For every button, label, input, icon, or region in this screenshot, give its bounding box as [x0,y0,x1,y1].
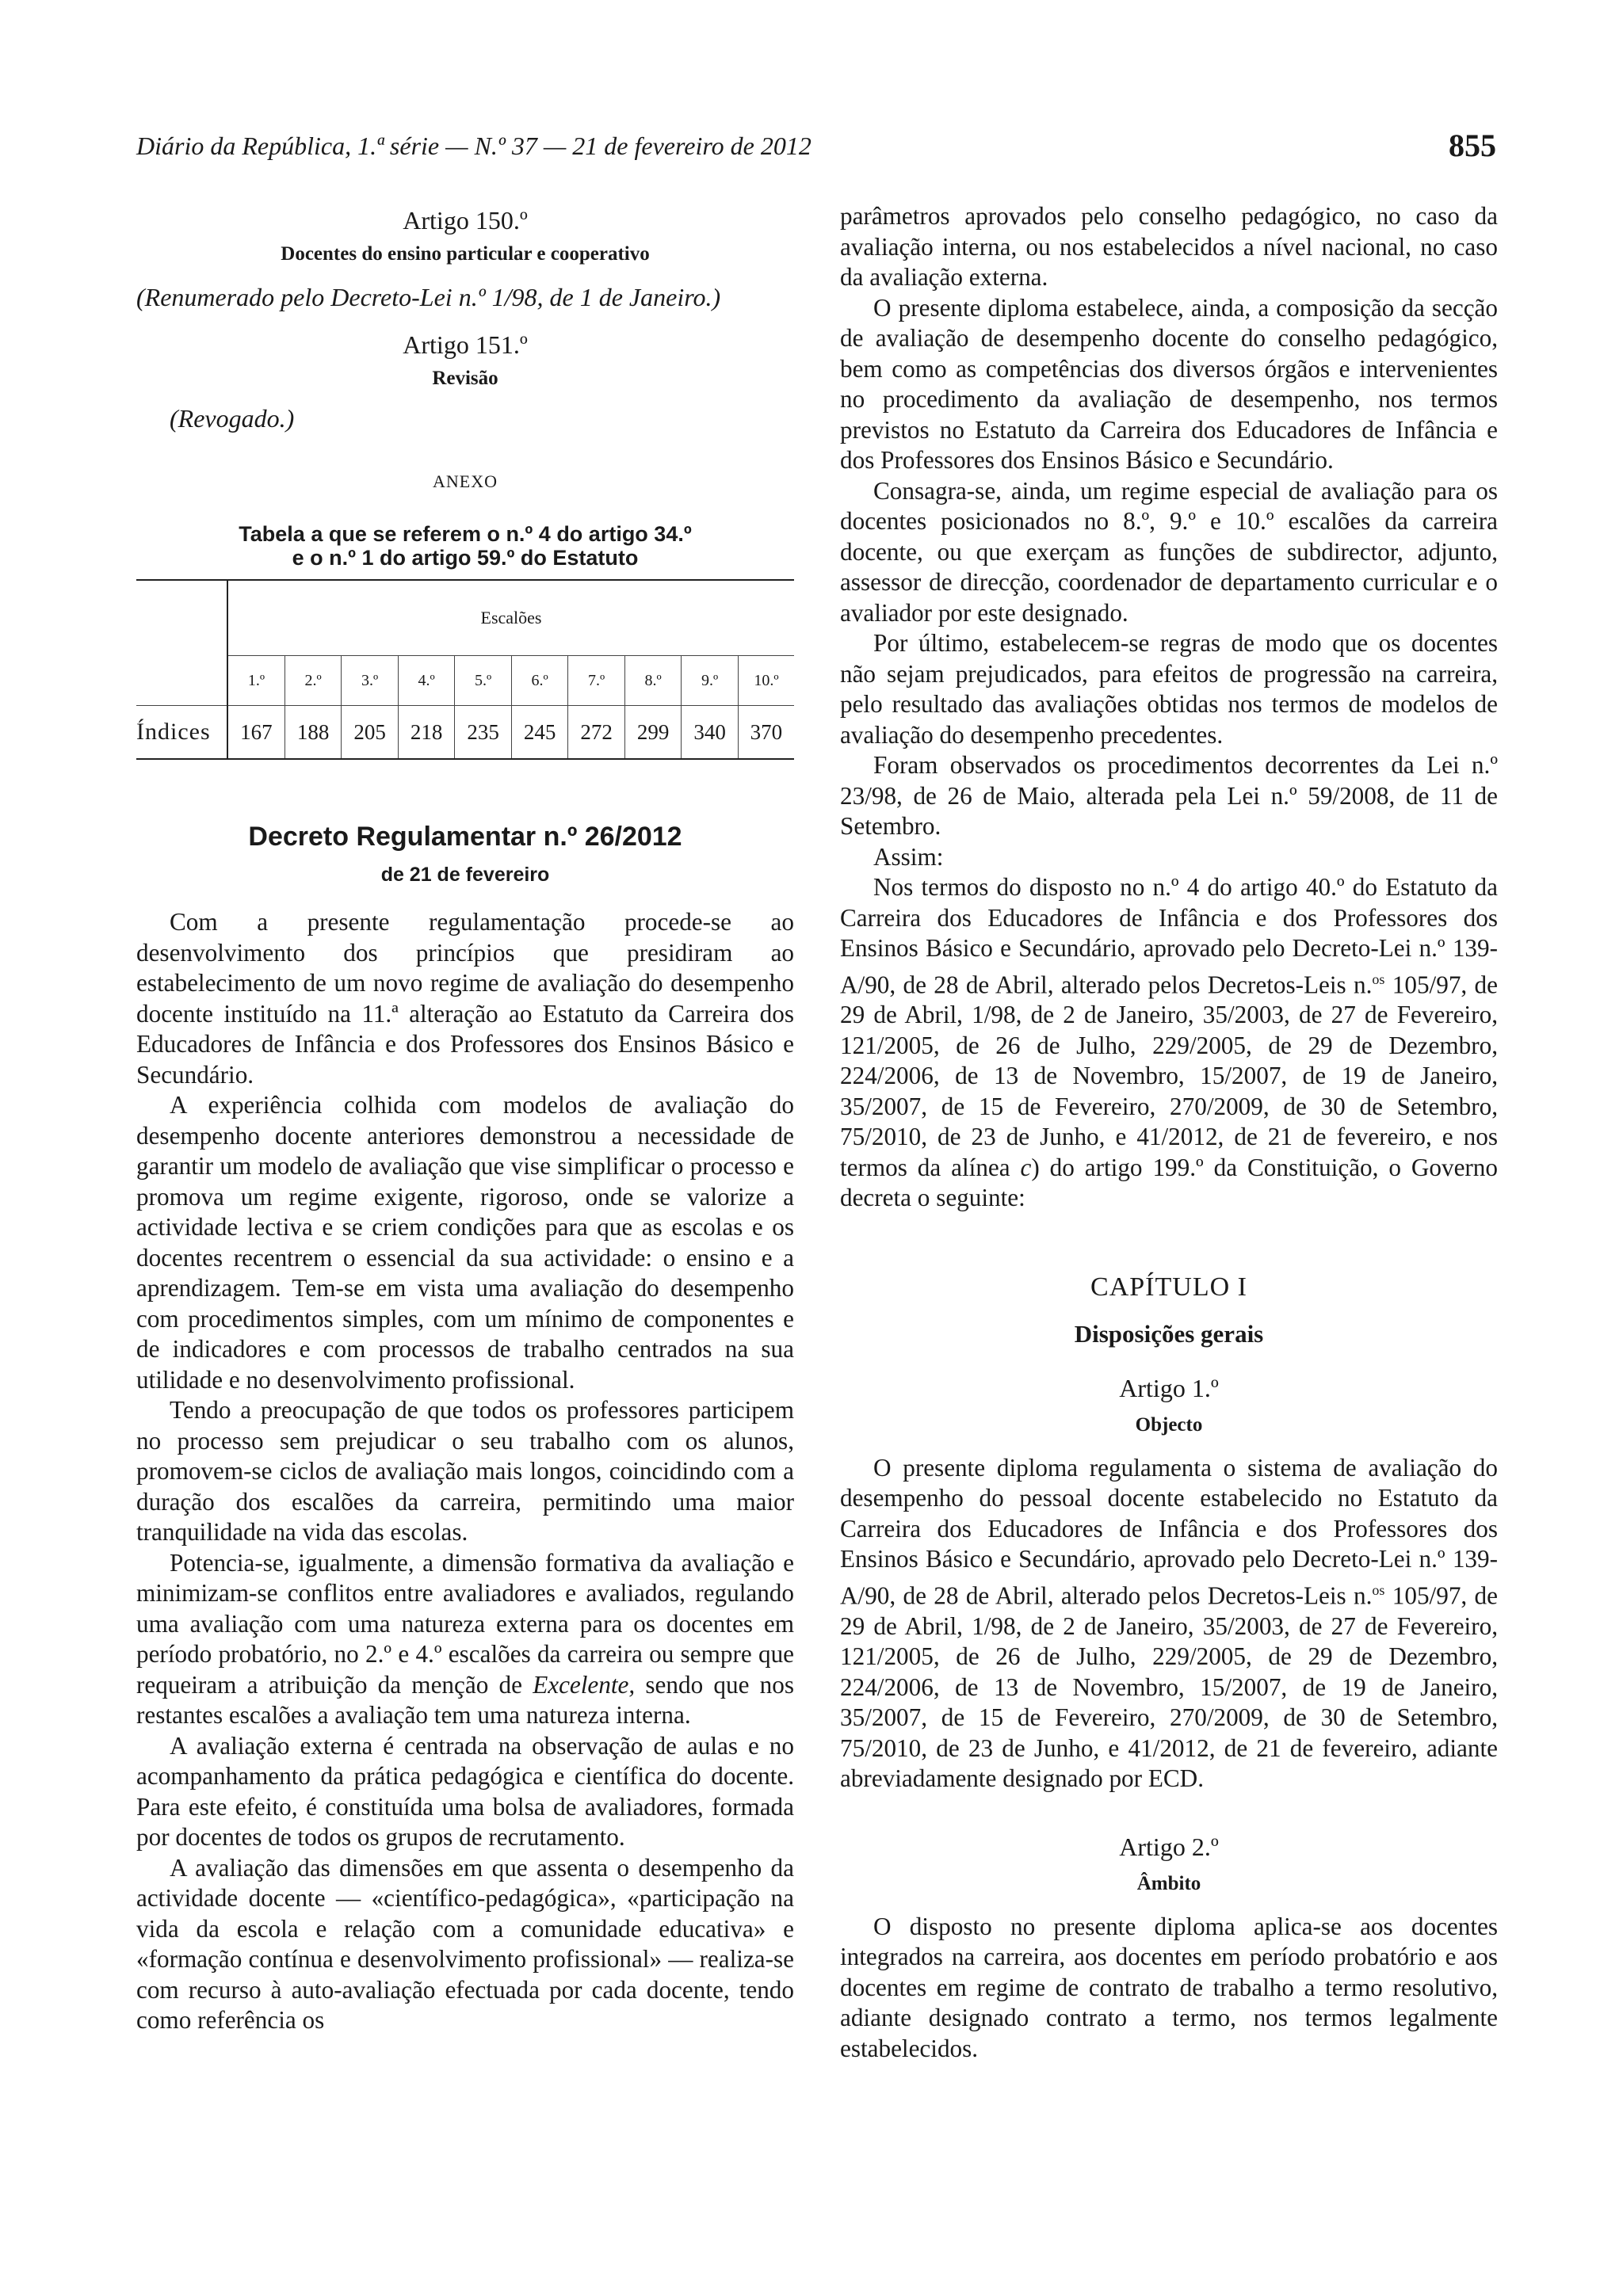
paragraph: Foram observados os procedimentos decorrentes da Lei n.º 23/98, de 26 de Maio, alterada pela Lei n.º 59/2008, de 11 de Setembro. [840,751,1498,840]
text-span: ) do artigo 199.º da Constituição, o Governo decreta o seguinte: [840,1153,1498,1212]
decreto-date: de 21 de fevereiro [380,864,550,886]
table-cell: 340 [682,706,739,759]
article-1-title: Artigo 1.º [1119,1373,1219,1402]
table-cell: 218 [398,706,455,759]
paragraph: Assim: [873,842,944,871]
text-span: O presente diploma regulamenta o sistema de avaliação do desempenho do pessoal docente estabelecido no Estatuto da Carreira dos Educadores de Infância e dos Professores dos Ensinos Básico e Secundário, aprovado pelo Decreto-Lei n.º 139-A/90, de 28 de Abril, alterado pelos Decretos-Leis n. [840,1453,1498,1610]
table-cell: 235 [455,706,512,759]
paragraph: Consagra-se, ainda, um regime especial de avaliação para os docentes posicionados no 8.º, 9.º e 10.º escalões da carreira docente, ou que exerçam as funções de subdirector, adjunto, assessor de direcção, coordenador de departamento curricular e o avaliador por este designado. [840,476,1498,627]
table-row [136,706,794,759]
paragraph: Tendo a preocupação de que todos os professores participem no processo sem prejudicar o seu trabalho com os alunos, promovem-se ciclos de avaliação mais longos, coincidindo com a duração dos escalões da carreira, permitindo uma maior tranquilidade na vida das escolas. [136,1396,794,1546]
text-span: sendo que nos restantes escalões a avaliação tem uma natureza interna. [136,1670,794,1729]
table-header-row [136,656,794,706]
paragraph: A avaliação das dimensões em que assenta o desempenho da actividade docente — «científico-pedagógica», «participação na vida da escola e relação com a comunidade educativa» e «formação contínua e desenvolvimento profissional» — realiza-se com recurso à auto-avaliação efectuada por cada docente, tendo como referência os [136,1853,794,2034]
paragraph: Por último, estabelecem-se regras de modo que os docentes não sejam prejudicados, para efeitos de progressão na carreira, pelo resultado das avaliações obtidas nos termos de modelos de avaliação do desempenho precedentes. [840,629,1498,749]
column-header: 5.º [455,656,512,706]
paragraph: parâmetros aprovados pelo conselho pedagógico, no caso da avaliação interna, ou nos estabelecidos a nível nacional, no caso da avaliação externa. [840,202,1498,291]
table-cell: 167 [227,706,285,759]
column-header: 9.º [682,656,739,706]
page-header [136,127,1496,174]
paragraph: Com a presente regulamentação procede-se ao desenvolvimento dos princípios que presidiram ao estabelecimento de um novo regime de avaliação do desempenho docente instituído na 11.ª alteração ao Estatuto da Carreira dos Educadores de Infância e dos Professores dos Ensinos Básico e Secundário. [136,908,794,1089]
column-header: 7.º [568,656,625,706]
article-1-text [840,1453,1498,1794]
decreto-title: Decreto Regulamentar n.º 26/2012 [248,822,682,852]
paragraph [136,1548,794,1731]
column-header: 3.º [342,656,399,706]
article-150-subtitle: Docentes do ensino particular e cooperativo [281,243,650,265]
paragraph: O presente diploma estabelece, ainda, a composição da secção de avaliação de desempenho docente do conselho pedagógico, bem como as competências dos diversos órgãos e intervenientes no procedimento da avaliação de desempenho, nos termos previstos no Estatuto da Carreira dos Educadores de Infância e dos Professores dos Ensinos Básico e Secundário. [840,293,1498,474]
tabela-title-line2: e o n.º 1 do artigo 59.º do Estatuto [292,546,639,570]
text-span: 105/97, de 29 de Abril, 1/98, de 2 de Janeiro, 35/2003, de 27 de Fevereiro, 121/2005, de 26 de Julho, 229/2005, de 29 de Dezembro, 224/2006, de 13 de Novembro, 15/2007, de 19 de Janeiro, 35/2007, de 15 de Fevereiro, 270/2009, de 30 de Setembro, 75/2010, de 23 de Junho, e 41/2012, de 21 de fevereiro, e nos termos da alínea [840,970,1498,1181]
journal-title: Diário da República, 1.ª série — N.º 37 — 21 de fevereiro de 2012 [136,132,812,160]
article-2-subtitle: Âmbito [1136,1872,1201,1894]
paragraph: A experiência colhida com modelos de avaliação do desempenho docente anteriores demonstrou a necessidade de garantir um modelo de avaliação que vise simplificar o processo e promova um regime exigente, rigoroso, onde se valorize a actividade lectiva e se criem condições para que as escolas e os docentes recentrem o essencial da sua actividade: o ensino e a aprendizagem. Tem-se em vista uma avaliação do desempenho com procedimentos simples, com um mínimo de componentes e de indicadores e com processos de trabalho centrados na sua utilidade e no desenvolvimento profissional. [136,1091,794,1394]
paragraph [840,872,1498,1214]
emphasis: Excelente, [533,1670,636,1699]
column-header: 10.º [754,671,779,689]
text-span: Nos termos do disposto no n.º 4 do artigo 40.º do Estatuto da Carreira dos Educadores de Infância e dos Professores dos Ensinos Básico e Secundário, aprovado pelo Decreto-Lei n.º 139-A/90, de 28 de Abril, alterado pelos Decretos-Leis n. [840,873,1498,998]
page-number: 855 [1449,128,1496,163]
escaloes-header: Escalões [227,581,794,656]
anexo-title: ANEXO [433,471,498,491]
table-cell: 299 [624,706,682,759]
column-header: 1.º [227,656,285,706]
article-151-subtitle: Revisão [432,367,498,389]
article-2-text: O disposto no presente diploma aplica-se aos docentes integrados na carreira, aos docentes em período probatório e aos docentes em regime de contrato de trabalho a termo resolutivo, adiante designado contrato a termo, nos termos legalmente estabelecidos. [840,1912,1498,2062]
text-span: 105/97, de 29 de Abril, 1/98, de 2 de Janeiro, 35/2003, de 27 de Fevereiro, 121/2005, de 26 de Julho, 229/2005, de 29 de Dezembro, 224/2006, de 13 de Novembro, 15/2007, de 19 de Janeiro, 35/2007, de 15 de Fevereiro, 270/2009, de 30 de Setembro, 75/2010, de 23 de Junho, e 41/2012, de 21 de fevereiro, adiante abreviadamente designado por ECD. [840,1581,1498,1793]
capitulo-title: CAPÍTULO I [1090,1272,1247,1302]
row-label: Índices [136,706,227,759]
column-header: 8.º [624,656,682,706]
column-header: 6.º [511,656,568,706]
table-cell: 245 [511,706,568,759]
article-2-title: Artigo 2.º [1119,1832,1219,1861]
emphasis: c [1020,1153,1032,1181]
column-header: 4.º [398,656,455,706]
escaloes-table [136,579,794,760]
column-header: 2.º [285,656,342,706]
table-cell: 205 [342,706,399,759]
text-span: Potencia-se, igualmente, a dimensão formativa da avaliação e minimizam-se conflitos entre avaliadores e avaliados, regulando uma avaliação com uma natureza externa para os docentes em período probatório, no 2.º e 4.º escalões da carreira ou sempre que requeiram a atribuição da menção de [136,1548,794,1699]
table-cell: 272 [568,706,625,759]
paragraph: A avaliação externa é centrada na observação de aulas e no acompanhamento da prática pedagógica e científica do docente. Para este efeito, é constituída uma bolsa de avaliadores, formada por docentes de todos os grupos de recrutamento. [136,1731,794,1851]
tabela-title-line1: Tabela a que se referem o n.º 4 do artigo 34.º [239,522,692,546]
superscript: os [1372,1581,1385,1598]
table-corner [136,581,227,706]
article-150-title: Artigo 150.º [403,206,528,235]
left-column [136,204,794,2036]
article-150-note: (Renumerado pelo Decreto-Lei n.º 1/98, de 1 de Janeiro.) [136,283,721,311]
decreto-preamble [136,907,794,2036]
article-151-title: Artigo 151.º [403,330,528,359]
table-cell: 370 [738,706,794,759]
article-1-subtitle: Objecto [1135,1413,1203,1436]
table-cell: 188 [285,706,342,759]
superscript: os [1372,971,1385,987]
right-column [840,201,1498,2064]
capitulo-subtitle: Disposições gerais [1074,1319,1264,1348]
article-151-note: (Revogado.) [170,403,295,433]
